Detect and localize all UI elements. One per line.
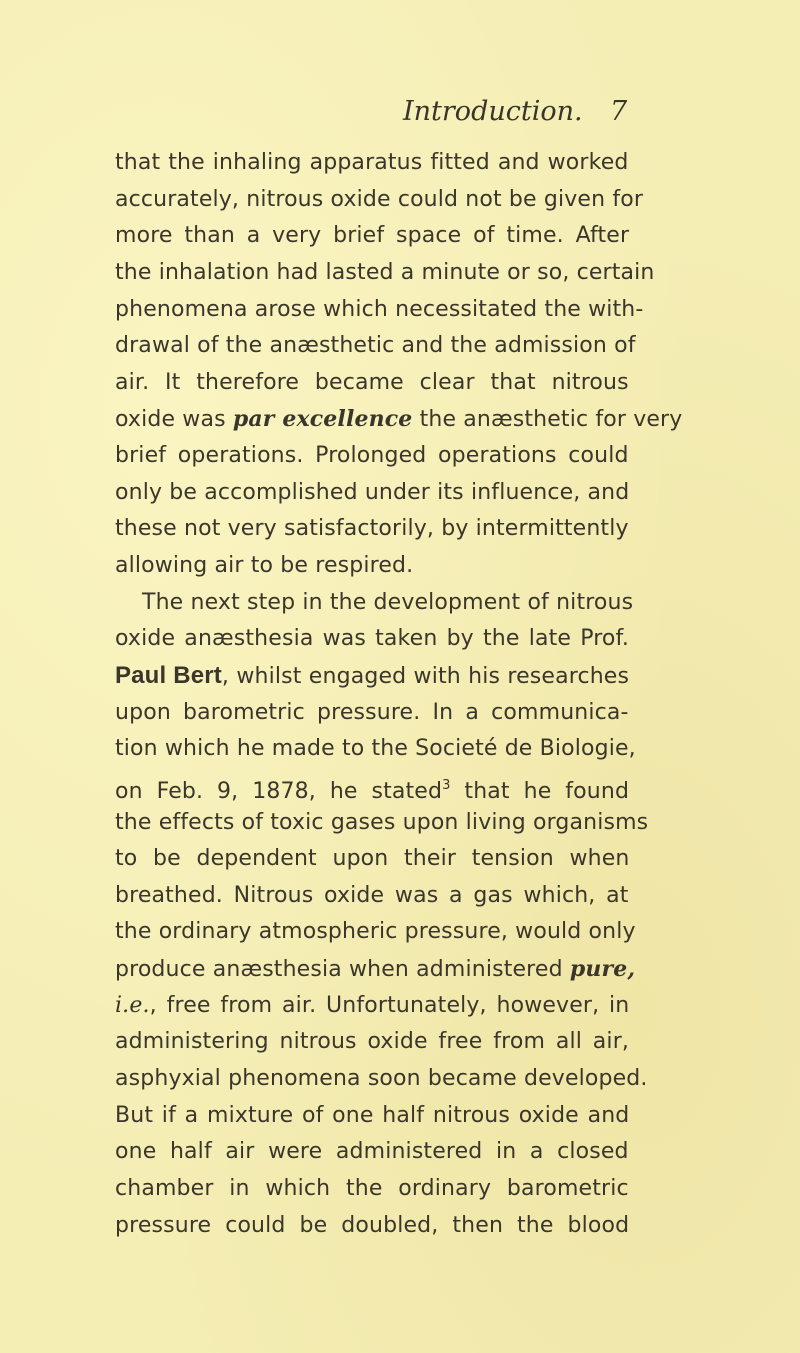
text-line: brief operations. Prolonged operations could (115, 443, 629, 469)
text-line: one half air were administered in a closed (115, 1139, 629, 1165)
text-line: breathed. Nitrous oxide was a gas which, at (115, 882, 629, 908)
text-line: the ordinary atmospheric pressure, would only (115, 919, 636, 945)
running-head: Introduction. (403, 96, 583, 127)
text-line: allowing air to be respired. (115, 553, 414, 579)
text-line: accurately, nitrous oxide could not be given for (115, 186, 644, 212)
text-line: Paul Bert, whilst engaged with his researches (115, 661, 630, 689)
text-line: that the inhaling apparatus fitted and worked (115, 150, 629, 175)
text-line: the effects of toxic gases upon living organisms (115, 809, 649, 835)
text-line: oxide was par excellence the anæsthetic for very (115, 406, 683, 433)
page-header (0, 92, 800, 132)
text-line: upon barometric pressure. In a communica- (115, 699, 629, 725)
text-line: administering nitrous oxide free from all air, (115, 1029, 630, 1055)
text-line: the inhalation had lasted a minute or so, certain (115, 259, 655, 285)
text-line: only be accomplished under its influence, and (115, 479, 630, 505)
text-line: pressure could be doubled, then the blood (115, 1212, 630, 1238)
text-line: to be dependent upon their tension when (115, 846, 630, 872)
text-line: more than a very brief space of time. After (115, 223, 630, 249)
text-line: But if a mixture of one half nitrous oxide and (115, 1102, 630, 1128)
footnote-marker: 3 (442, 777, 451, 793)
text-line: The next step in the development of nitrous (142, 589, 634, 615)
page-number: 7 (610, 96, 628, 127)
text-line: on Feb. 9, 1878, he stated$^3$ that he found (115, 777, 630, 804)
text-line: produce anæsthesia when administered pure, (115, 956, 636, 983)
text-line: i.e., free from air. Unfortunately, however, in (115, 992, 630, 1018)
text-line: tion which he made to the Societé de Biologie, (115, 736, 636, 762)
text-line: these not very satisfactorily, by intermittently (115, 516, 629, 542)
bold-name: Paul Bert (115, 661, 222, 689)
body-text (115, 145, 683, 1244)
italic-phrase: par excellence (232, 406, 413, 433)
text-line: asphyxial phenomena soon became developed. (115, 1066, 648, 1092)
text-line: air. It therefore became clear that nitrous (115, 369, 629, 395)
text-line: phenomena arose which necessitated the with- (115, 296, 644, 322)
italic-abbrev: i.e. (115, 992, 150, 1018)
italic-word: pure, (569, 956, 636, 983)
text-line: oxide anæsthesia was taken by the late Prof. (115, 626, 629, 652)
text-line: chamber in which the ordinary barometric (115, 1175, 629, 1201)
text-line: drawal of the anæsthetic and the admission of (115, 333, 636, 359)
